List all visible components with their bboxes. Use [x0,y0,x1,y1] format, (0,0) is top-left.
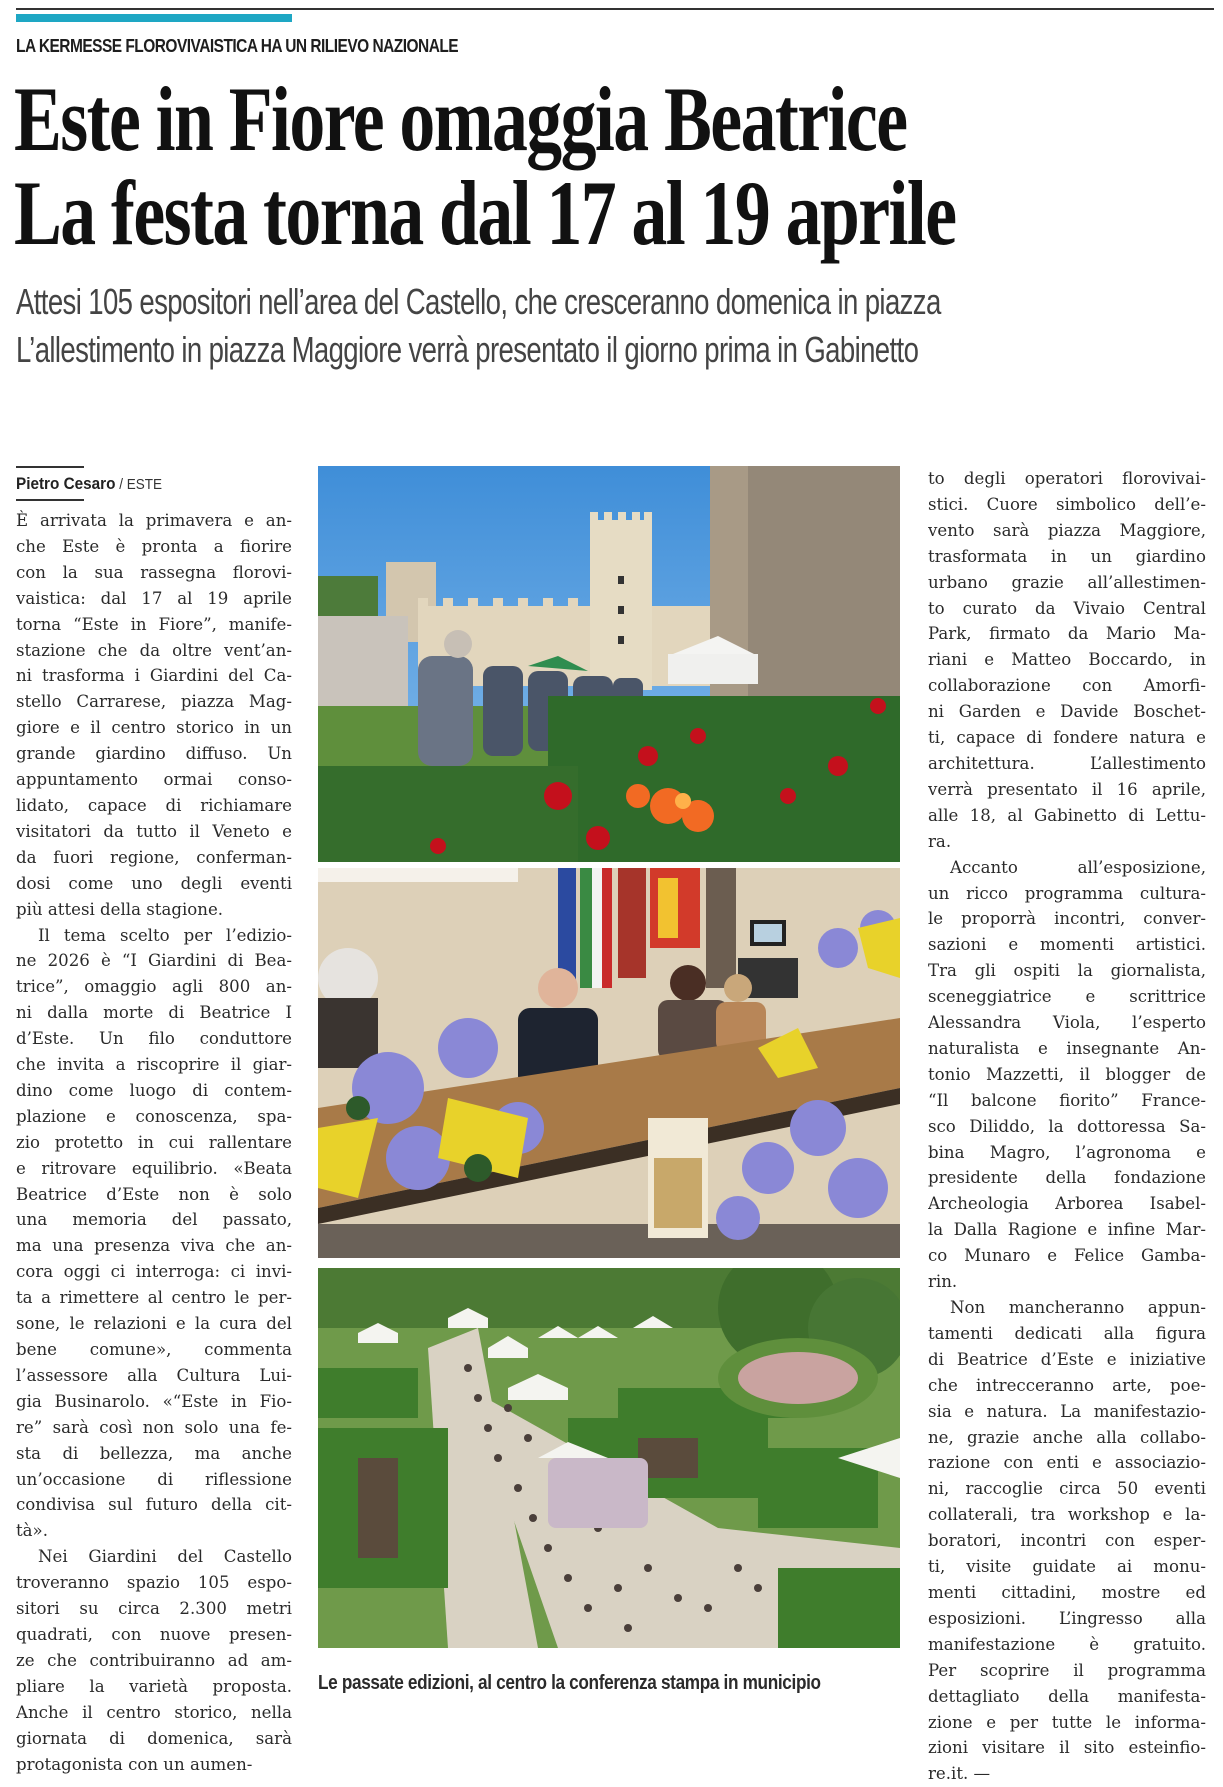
article-line: dettagliato della manifesta- [928,1686,1206,1706]
article-line: zio protetto in cui rallentare [16,1132,292,1152]
article-line: sia e natura. La manifestazio- [928,1401,1206,1421]
article-line: sco Diliddo, la dottoressa Sa- [928,1116,1206,1136]
article-line: dino come luogo di contem- [16,1080,292,1100]
article-line: ti, visite guidate ai monu- [928,1557,1206,1577]
article-line: giore e il centro storico in un [16,718,292,738]
article-line: riani e Matteo Boccardo, in [928,650,1206,670]
article-line: verrà presentato il 16 aprile, [928,779,1206,799]
article-line: ni trasforma i Giardini del Ca- [16,666,292,686]
article-line: l’assessore alla Cultura Lui- [16,1365,292,1385]
article-line: Non mancheranno appun- [950,1298,1206,1317]
photo-castle-garden-roses [318,466,900,862]
article-line: Alessandra Viola, l’esperto [928,1013,1206,1033]
article-line: cora oggi ci interroga: ci invi- [16,1262,292,1282]
article-line: collaterali, tra workshop e la- [928,1505,1206,1525]
article-line: giornata di domenica, sarà [16,1728,292,1748]
article-line: grande giardino diffuso. Un [16,744,292,764]
article-line: presidente della fondazione [928,1168,1206,1188]
photo-caption: Le passate edizioni, al centro la conferenza stampa in municipio [318,1672,821,1694]
article-line: vaistica: dal 17 al 19 aprile [16,588,292,608]
article-line: ra. [928,831,952,851]
article-line: re.it. — [928,1764,991,1784]
photo-castle-garden-roses-image [318,466,900,862]
section-accent-bar [16,14,292,22]
article-line: protagonista con un aumen- [16,1754,253,1774]
article-line: tonio Mazzetti, il blogger de [928,1064,1206,1084]
article-line: Il tema scelto per l’edizio- [38,925,292,945]
article-line: È arrivata la primavera e an- [16,511,292,530]
article-line: tà». [16,1521,48,1541]
article-line: che invita a riscoprire il giar- [16,1055,292,1075]
photo-press-conference [318,868,900,1258]
article-column-right [928,466,1206,1787]
article-line: da fuori regione, conferman- [16,847,292,867]
article-line: “Il balcone fiorito” France- [928,1090,1206,1110]
top-rule [16,8,1214,10]
article-line: trice”, omaggio agli 800 an- [16,977,292,997]
article-line: Archeologia Arborea Isabel- [928,1194,1206,1214]
article-line: troveranno spazio 105 espo- [16,1573,292,1593]
article-line: trasformata in un giardino [928,546,1206,566]
subheadline-line-2: L’allestimento in piazza Maggiore verrà presentato il giorno prima in Gabinetto [16,329,919,370]
article-line: esposizioni. L’ingresso alla [928,1608,1206,1628]
article-line: Nei Giardini del Castello [38,1547,292,1567]
article-line: ni, raccoglie circa 50 eventi [928,1479,1206,1499]
article-line: lidato, capace di richiamare [16,795,292,815]
article-line: ni dalla morte di Beatrice I [16,1003,292,1023]
article-line: ze che contribuiranno ad am- [16,1650,292,1670]
article-line: to degli operatori florovivai- [928,469,1206,488]
article-line: co Munaro e Felice Gamba- [928,1246,1206,1266]
article-line: manifestazione è gratuito. [928,1634,1206,1654]
article-line: Park, firmato da Mario Ma- [928,624,1206,644]
article-line: re” sarà così non solo una fe- [16,1417,292,1437]
article-line: le proporrà incontri, conver- [928,909,1206,929]
article-line: sone, le relazioni e la cura del [16,1314,292,1334]
article-line: rin. [928,1272,958,1292]
article-line: gia Businarolo. «“Este in Fio- [16,1391,292,1411]
subheadline-line-1: Attesi 105 espositori nell’area del Castello, che cresceranno domenica in piazza [16,281,941,322]
article-line: razione con enti e associazio- [928,1453,1206,1473]
article-line: menti cittadini, mostre ed [928,1582,1206,1602]
article-line: naturalista e insegnante An- [928,1038,1206,1058]
article-line: Per scoprire il programma [928,1660,1206,1680]
article-line: ti, capace di fondere natura e [928,728,1206,748]
photo-press-conference-image [318,868,900,1258]
article-line: sta di bellezza, ma anche [16,1443,292,1463]
article-line: pliare la varietà proposta. [16,1676,292,1696]
article-line: urbano grazie all’allestimen- [928,572,1206,592]
byline-author: Pietro Cesaro [16,474,116,493]
article-line: alle 18, al Gabinetto di Lettu- [928,805,1206,825]
article-line: stazione che da oltre vent’an- [16,640,292,660]
article-line: ta a rimettere al centro le per- [16,1288,292,1308]
article-line: una memoria del passato, [16,1210,292,1230]
article-line: che intrecceranno arte, poe- [928,1375,1206,1395]
article-line: ne 2026 è “I Giardini di Bea- [16,951,292,971]
article-line: appuntamento ormai conso- [16,770,292,790]
article-line: sazioni e momenti artistici. [928,935,1206,955]
article-column-left [16,508,292,1777]
article-line: ni Garden e Davide Boschet- [928,702,1206,722]
article-line: ma una presenza viva che an- [16,1236,292,1256]
article-line: che Este è pronta a fiorire [16,536,292,556]
article-line: di Beatrice d’Este e iniziative [928,1349,1206,1369]
byline-rule-bottom [16,499,84,501]
byline-place: ESTE [126,476,163,493]
kicker: LA KERMESSE FLOROVIVAISTICA HA UN RILIEVO NAZIONALE [16,36,459,56]
article-line: stello Carrarese, piazza Mag- [16,692,292,712]
article-line: sitori su circa 2.300 metri [16,1599,292,1619]
headline [14,68,956,264]
article-line: un’occasione di riflessione [16,1469,292,1489]
subheadline [16,278,941,374]
article-line: to curato da Vivaio Central [928,598,1206,618]
article-line: più attesi della stagione. [16,899,224,919]
article-line: Anche il centro storico, nella [16,1702,292,1722]
headline-line-1: Este in Fiore omaggia Beatrice [14,68,907,170]
byline [16,466,292,501]
article-line: condivisa sul futuro della cit- [16,1495,292,1515]
article-line: plazione e conoscenza, spa- [16,1106,292,1126]
article-line: visitatori da tutto il Veneto e [16,821,292,841]
article-line: vento sarà piazza Maggiore, [928,520,1206,540]
article-line: Beatrice d’Este non è solo [16,1184,292,1204]
article-line: torna “Este in Fiore”, manife- [16,614,292,634]
article-line: zioni visitare il sito esteinfio- [928,1738,1206,1758]
photo-garden-stalls-aerial [318,1268,900,1648]
article-line: quadrati, con nuove presen- [16,1624,292,1644]
article-line: dosi come uno degli eventi [16,873,292,893]
headline-line-2: La festa torna dal 17 al 19 aprile [14,162,956,264]
article-line: la Dalla Ragione e infine Mar- [928,1220,1206,1240]
byline-separator: / [115,476,127,493]
article-line: zione e per tutte le informa- [928,1712,1206,1732]
photo-garden-stalls-aerial-image [318,1268,900,1648]
article-line: bene comune», commenta [16,1340,292,1359]
article-line: Accanto all’esposizione, [950,857,1206,877]
article-line: stici. Cuore simbolico dell’e- [928,494,1206,514]
article-line: un ricco programma cultura- [928,883,1206,903]
article-line: bina Magro, l’agronoma e [928,1142,1206,1162]
article-line: sceneggiatrice e scrittrice [928,987,1206,1007]
article-line: Tra gli ospiti la giornalista, [928,961,1206,981]
article-line: d’Este. Un filo conduttore [16,1029,292,1049]
article-line: e ritrovare equilibrio. «Beata [16,1158,292,1178]
article-line: boratori, incontri con esper- [928,1531,1206,1551]
article-line: con la sua rassegna florovi- [16,562,292,582]
article-line: collaborazione con Amorfi- [928,676,1206,696]
article-line: architettura. L’allestimento [928,753,1206,773]
article-line: ne, grazie anche alla collabo- [928,1427,1206,1447]
article-line: tamenti dedicati alla figura [928,1323,1206,1343]
